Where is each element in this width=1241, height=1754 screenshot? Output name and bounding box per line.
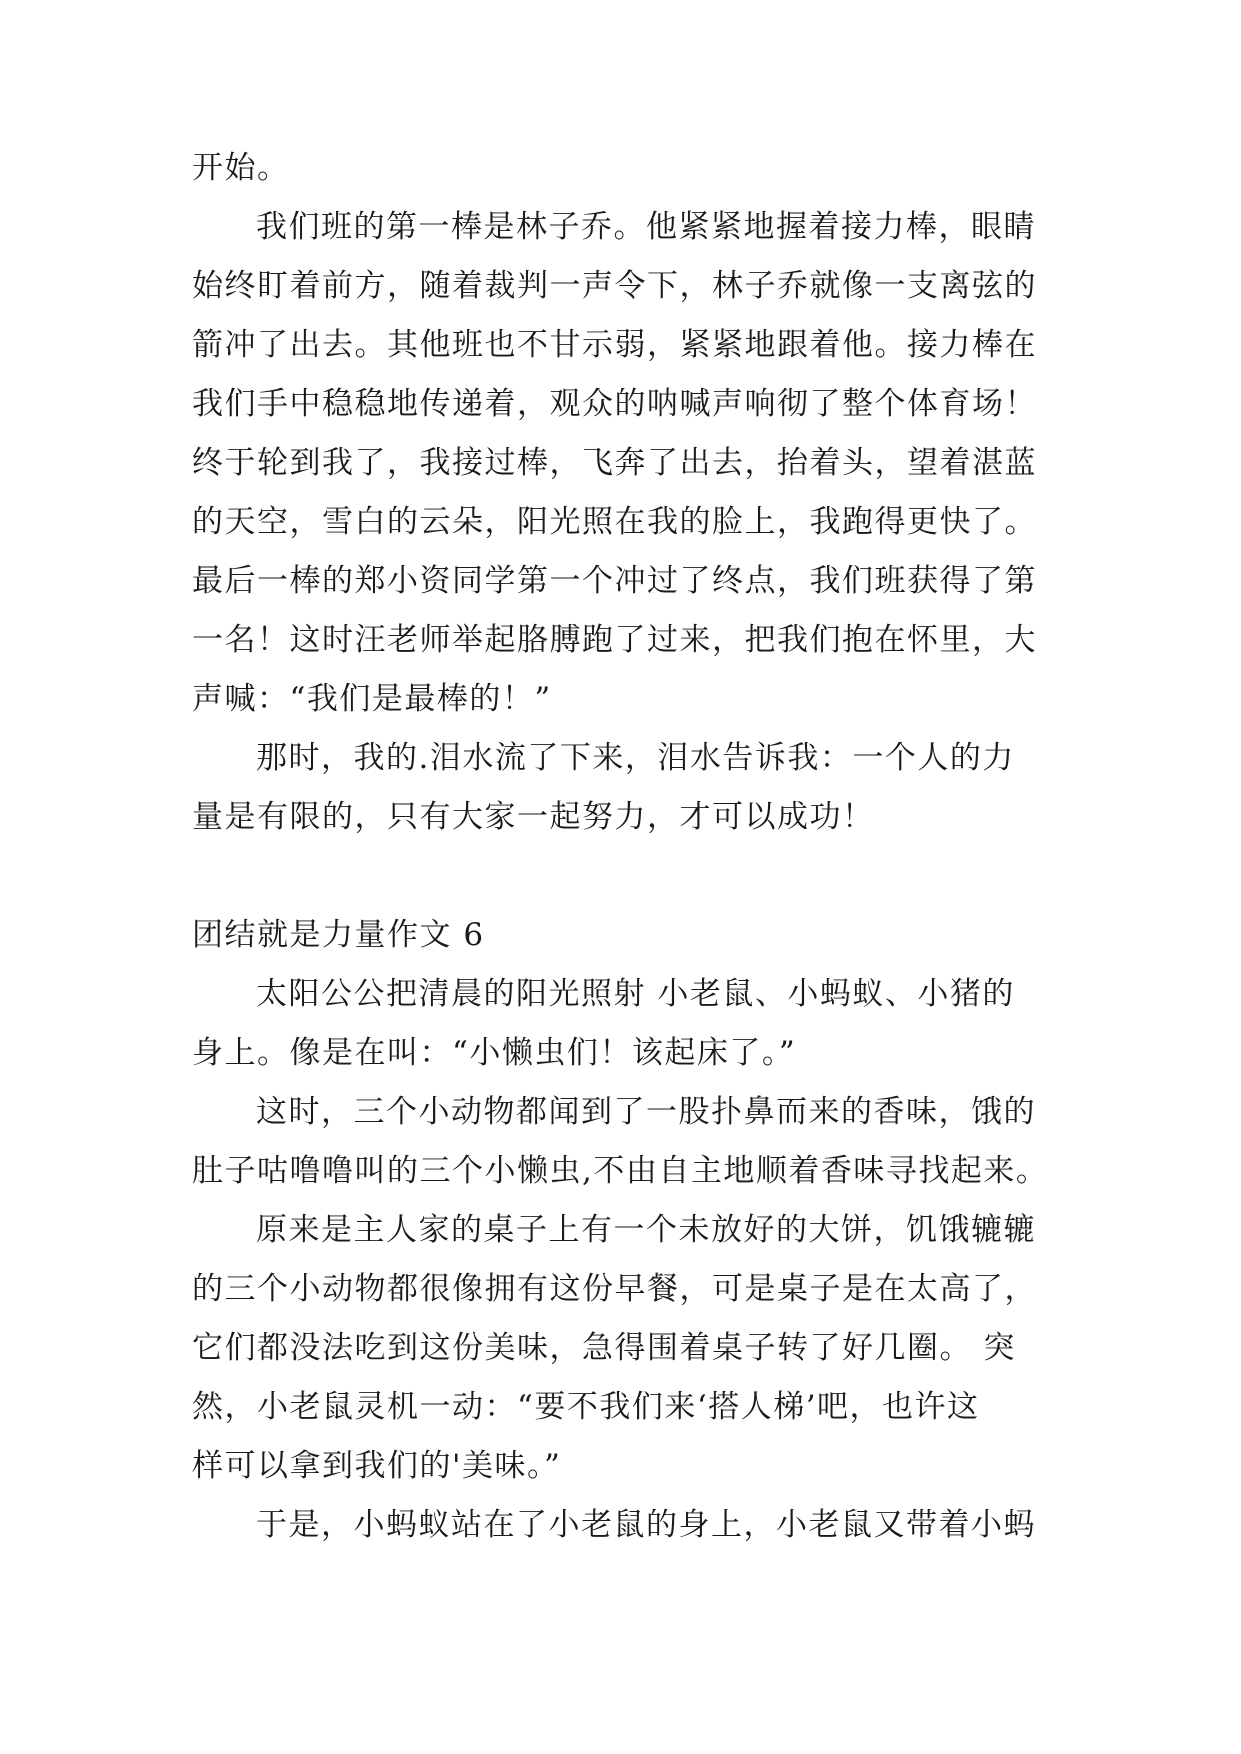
paragraph-line: 然，小老鼠灵机一动：“要不我们来‘搭人梯’吧，也许这 xyxy=(192,1389,980,1425)
paragraph-line: 始终盯着前方，随着裁判一声令下，林子乔就像一支离弦的 xyxy=(192,268,1037,304)
paragraph-line: 终于轮到我了，我接过棒，飞奔了出去，抬着头，望着湛蓝 xyxy=(192,445,1037,481)
paragraph-line: 这时，三个小动物都闻到了一股扑鼻而来的香味，饿的 xyxy=(256,1094,1036,1130)
paragraph-line: 肚子咕噜噜叫的三个小懒虫,不由自主地顺着香味寻找起来。 xyxy=(192,1153,1049,1189)
paragraph-line: 原来是主人家的桌子上有一个未放好的大饼，饥饿辘辘 xyxy=(256,1212,1036,1248)
section-heading: 团结就是力量作文 6 xyxy=(192,917,485,953)
paragraph-line: 太阳公公把清晨的阳光照射 小老鼠、小蚂蚁、小猪的 xyxy=(256,976,1015,1012)
paragraph-line: 最后一棒的郑小资同学第一个冲过了终点，我们班获得了第 xyxy=(192,563,1037,599)
paragraph-line: 那时，我的.泪水流了下来，泪水告诉我：一个人的力 xyxy=(256,740,1015,776)
paragraph-line: 我们班的第一棒是林子乔。他紧紧地握着接力棒，眼睛 xyxy=(256,209,1036,245)
paragraph-line: 它们都没法吃到这份美味，急得围着桌子转了好几圈。 突 xyxy=(192,1330,1016,1366)
paragraph-line: 样可以拿到我们的'美味。” xyxy=(192,1448,562,1484)
paragraph-line: 一名！这时汪老师举起胳膊跑了过来，把我们抱在怀里，大 xyxy=(192,622,1037,658)
paragraph-line: 的三个小动物都很像拥有这份早餐，可是桌子是在太高了， xyxy=(192,1271,1037,1307)
paragraph-line: 箭冲了出去。其他班也不甘示弱，紧紧地跟着他。接力棒在 xyxy=(192,327,1037,363)
paragraph-line: 于是，小蚂蚁站在了小老鼠的身上，小老鼠又带着小蚂 xyxy=(256,1507,1036,1543)
paragraph-line: 我们手中稳稳地传递着，观众的呐喊声响彻了整个体育场！ xyxy=(192,386,1037,422)
paragraph-line: 开始。 xyxy=(192,150,290,186)
paragraph-line: 身上。像是在叫：“小懒虫们！该起床了。” xyxy=(192,1035,797,1071)
paragraph-line: 的天空，雪白的云朵，阳光照在我的脸上，我跑得更快了。 xyxy=(192,504,1037,540)
paragraph-line: 量是有限的，只有大家一起努力，才可以成功！ xyxy=(192,799,875,835)
paragraph-line: 声喊：“我们是最棒的！” xyxy=(192,681,552,717)
